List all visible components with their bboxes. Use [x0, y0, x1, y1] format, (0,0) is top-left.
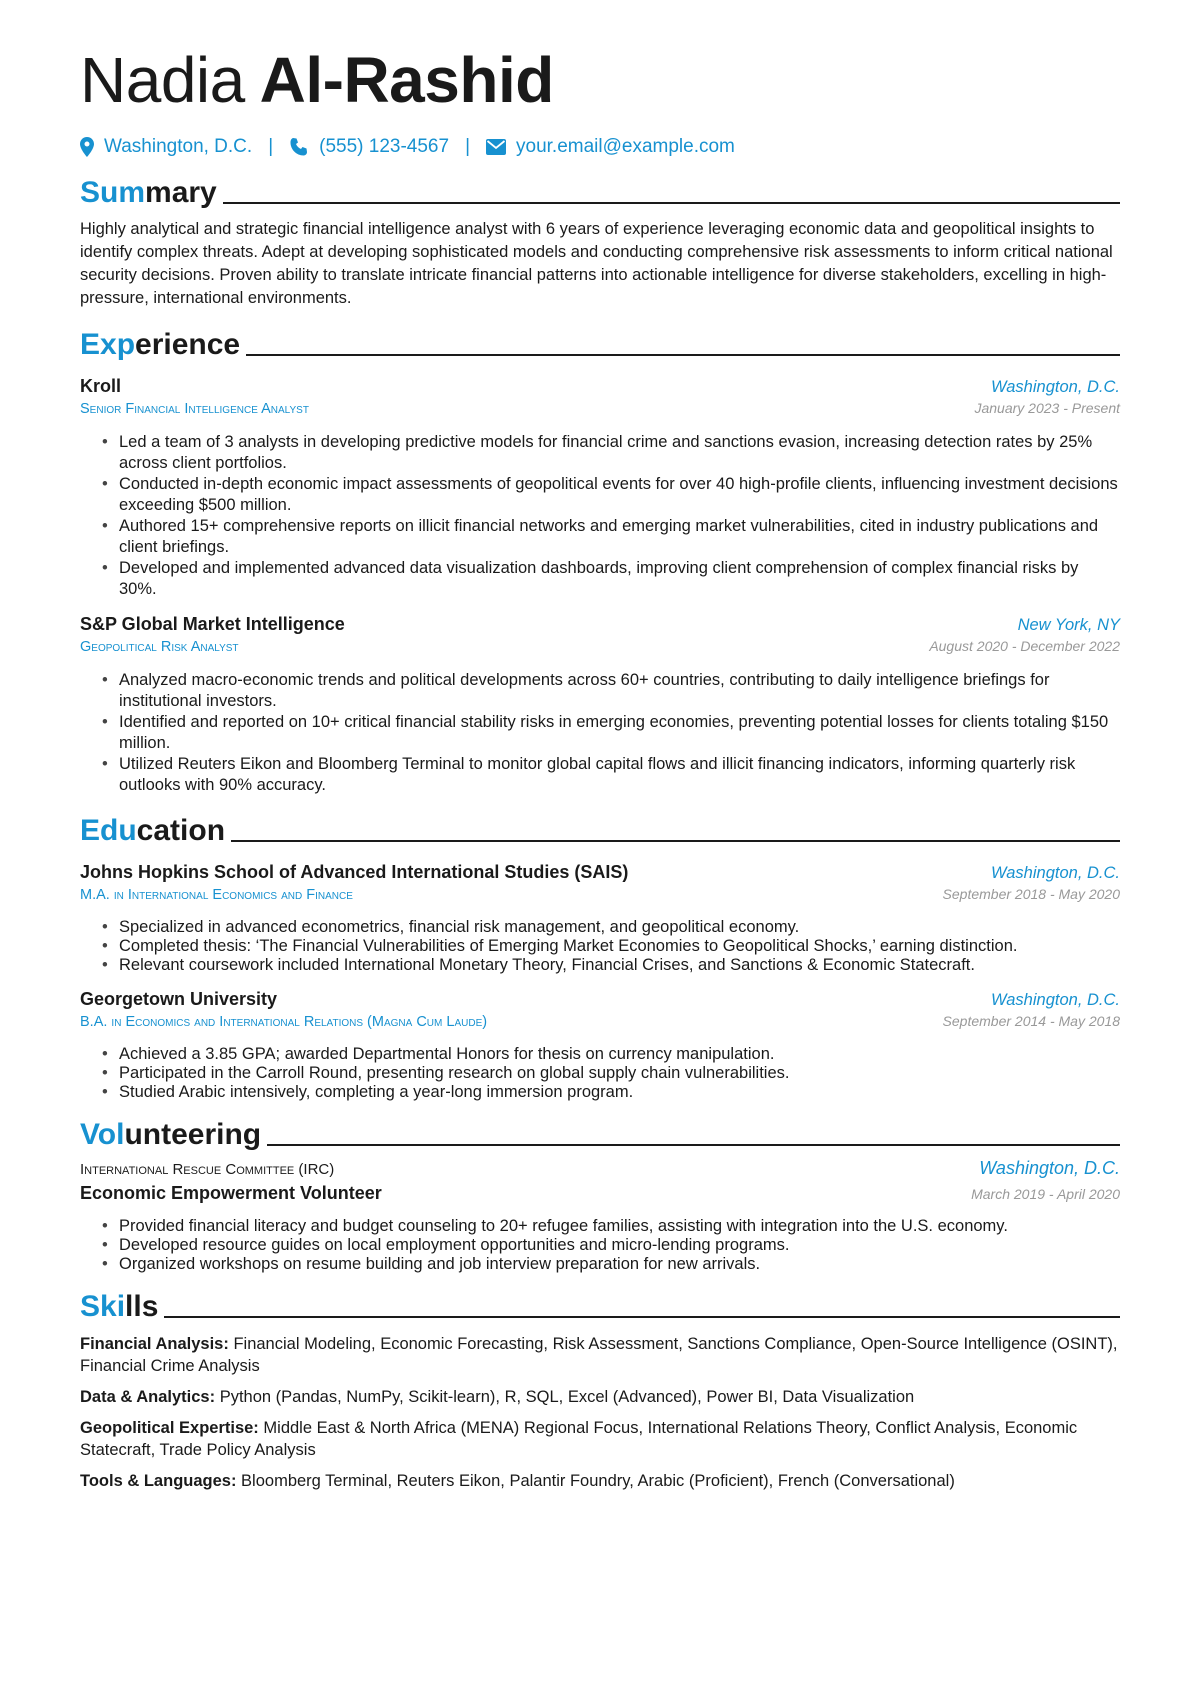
job-location: Washington, D.C. — [990, 378, 1120, 396]
volunteer-role: Economic Empowerment Volunteer — [80, 1183, 382, 1203]
list-item: • Developed and implemented advanced data visualization dashboards, improving client comprehension of complex financial risks by 30%. — [102, 558, 1120, 600]
job-entry — [80, 612, 1120, 796]
skill-label: Financial Analysis: — [80, 1335, 229, 1353]
school-location: Washington, D.C. — [990, 991, 1120, 1009]
section-divider — [223, 202, 1120, 204]
list-item: • Organized workshops on resume building and job interview preparation for new arrivals. — [102, 1255, 1120, 1274]
volunteer-entry — [80, 1158, 1120, 1274]
email-link: your.email@example.com — [516, 136, 735, 157]
skill-items: Python (Pandas, NumPy, Scikit-learn), R, SQL, Excel (Advanced), Power BI, Data Visualization — [219, 1388, 915, 1406]
list-item: • Studied Arabic intensively, completing a year-long immersion program. — [102, 1083, 1120, 1102]
education-entry — [80, 860, 1120, 975]
list-item: • Provided financial literacy and budget counseling to 20+ refugee families, assisting with integration into the U.S. economy. — [102, 1217, 1120, 1236]
phone-text: (555) 123-4567 — [319, 136, 450, 157]
section-divider — [267, 1144, 1120, 1146]
school-dates: September 2014 - May 2018 — [942, 1013, 1120, 1029]
list-item: • Achieved a 3.85 GPA; awarded Departmental Honors for thesis on currency manipulation. — [102, 1045, 1120, 1064]
job-title: Geopolitical Risk Analyst — [80, 639, 239, 655]
list-item: • Participated in the Carroll Round, presenting research on global supply chain vulnerabilities. — [102, 1064, 1120, 1083]
contact-bar — [80, 132, 1120, 162]
job-entry — [80, 374, 1120, 600]
candidate-name — [80, 40, 1120, 120]
volunteer-organization: International Rescue Committee (IRC) — [80, 1161, 335, 1178]
job-bullets — [80, 670, 1120, 796]
summary-text: Highly analytical and strategic financial intelligence analyst with 6 years of experience leveraging economic data and geopolitical insights to identify complex threats. Adept at developing sophisticated models and conducting comprehensive risk assessments to inform critical national security decisions. Proven ability to translate intricate financial patterns into actionable intelligence for diverse stakeholders, excelling in high-pressure, international environments. — [80, 220, 1113, 307]
skill-items: Bloomberg Terminal, Reuters Eikon, Palantir Foundry, Arabic (Proficient), French (Conversational) — [241, 1472, 955, 1490]
section-divider — [164, 1316, 1120, 1318]
section-divider — [246, 354, 1120, 356]
list-item: • Relevant coursework included International Monetary Theory, Financial Crises, and Sanctions & Economic Statecraft. — [102, 956, 1120, 975]
school-name: Georgetown University — [80, 989, 278, 1009]
contact-separator: | — [268, 136, 274, 157]
contact-location — [80, 136, 252, 158]
list-item: • Identified and reported on 10+ critical financial stability risks in emerging economies, preventing potential losses for clients totaling $150 million. — [102, 712, 1120, 754]
skill-label: Data & Analytics: — [80, 1388, 216, 1406]
job-dates: August 2020 - December 2022 — [929, 638, 1120, 654]
skill-items: Financial Modeling, Economic Forecasting, Risk Assessment, Sanctions Compliance, Open-Source Intelligence (OSINT), Financial Crime Analysis — [80, 1335, 1118, 1375]
volunteer-bullets — [80, 1217, 1120, 1274]
school-dates: September 2018 - May 2020 — [942, 886, 1120, 902]
job-dates: January 2023 - Present — [974, 400, 1120, 416]
degree: B.A. in Economics and International Relations (Magna Cum Laude) — [80, 1014, 488, 1030]
location-text: Washington, D.C. — [104, 136, 253, 157]
contact-email[interactable] — [486, 136, 735, 158]
skill-label: Tools & Languages: — [80, 1472, 237, 1490]
list-item: • Specialized in advanced econometrics, financial risk management, and geopolitical economy. — [102, 918, 1120, 937]
skill-items: Middle East & North Africa (MENA) Regional Focus, International Relations Theory, Conflict Analysis, Economic Statecraft, Trade Policy Analysis — [80, 1419, 1078, 1459]
job-bullets — [80, 432, 1120, 600]
phone-icon — [289, 137, 309, 157]
school-name: Johns Hopkins School of Advanced International Studies (SAIS) — [80, 862, 629, 882]
experience-heading: Experience — [80, 324, 1120, 362]
school-location: Washington, D.C. — [990, 864, 1120, 882]
envelope-icon — [486, 139, 506, 155]
education-bullets — [80, 1045, 1120, 1102]
volunteering-heading: Volunteering — [80, 1114, 1120, 1152]
degree: M.A. in International Economics and Finance — [80, 887, 353, 903]
job-title: Senior Financial Intelligence Analyst — [80, 401, 309, 417]
first-name: Nadia — [80, 44, 245, 116]
list-item: • Led a team of 3 analysts in developing predictive models for financial crime and sanctions evasion, increasing detection rates by 25% across client portfolios. — [102, 432, 1120, 474]
contact-phone[interactable] — [289, 136, 449, 158]
resume-page — [80, 40, 1120, 1492]
company-name: Kroll — [80, 376, 122, 396]
skill-label: Geopolitical Expertise: — [80, 1419, 259, 1437]
skill-group — [80, 1417, 1120, 1461]
section-divider — [231, 840, 1120, 842]
job-location: New York, NY — [1017, 616, 1120, 634]
company-name: S&P Global Market Intelligence — [80, 614, 345, 634]
skill-group — [80, 1386, 1120, 1408]
volunteer-location: Washington, D.C. — [979, 1158, 1120, 1178]
list-item: • Developed resource guides on local employment opportunities and micro-lending programs. — [102, 1236, 1120, 1255]
list-item: • Conducted in-depth economic impact assessments of geopolitical events for over 40 high-profile clients, influencing investment decisions exceeding $500 million. — [102, 474, 1120, 516]
volunteer-dates: March 2019 - April 2020 — [971, 1186, 1120, 1202]
last-name: Al-Rashid — [259, 44, 554, 116]
list-item: • Analyzed macro-economic trends and political developments across 60+ countries, contributing to daily intelligence briefings for institutional investors. — [102, 670, 1120, 712]
skill-group — [80, 1333, 1120, 1377]
summary-heading: Summary — [80, 172, 1120, 210]
contact-separator: | — [465, 136, 470, 157]
list-item: • Completed thesis: ‘The Financial Vulnerabilities of Emerging Market Economies to Geopolitical Shocks,’ earning distinction. — [102, 937, 1120, 956]
education-entry — [80, 987, 1120, 1102]
skills-heading: Skills — [80, 1286, 1120, 1324]
map-pin-icon — [80, 137, 94, 157]
skill-group — [80, 1470, 1120, 1492]
list-item: • Authored 15+ comprehensive reports on illicit financial networks and emerging market vulnerabilities, cited in industry publications and client briefings. — [102, 516, 1120, 558]
education-heading: Education — [80, 810, 1120, 848]
education-bullets — [80, 918, 1120, 975]
list-item: • Utilized Reuters Eikon and Bloomberg Terminal to monitor global capital flows and illicit financing indicators, informing quarterly risk outlooks with 90% accuracy. — [102, 754, 1120, 796]
